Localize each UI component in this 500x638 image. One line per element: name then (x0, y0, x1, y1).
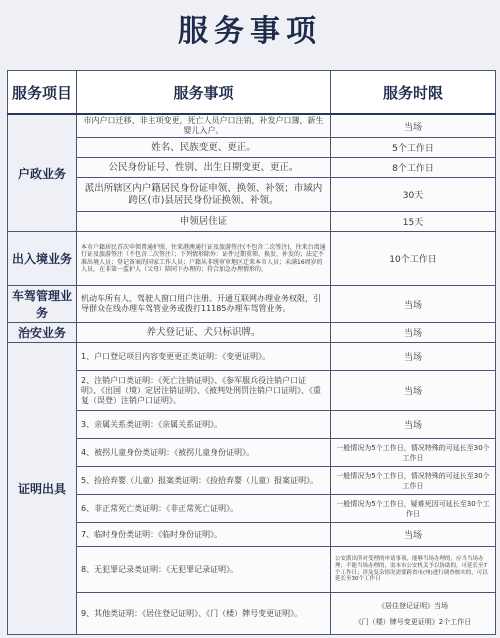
table-row (8, 467, 496, 495)
service-item: 7、临时身份类证明：《临时身份证明》。 (77, 523, 331, 547)
table-row (8, 323, 496, 343)
service-time: 一般情况为5个工作日，情况特殊的可延长至30个工作日 (331, 467, 496, 495)
service-time: 《居住登记证明》当场 (378, 601, 448, 610)
service-time: 当场 (331, 114, 496, 138)
table-row (8, 178, 496, 212)
service-item: 派出所辖区内户籍居民身份证申领、换领、补领；市域内跨区(市)县居民身份证换领、补领。 (77, 178, 331, 212)
service-item: 8、无犯罪记录类证明：《无犯罪记录证明》。 (77, 547, 331, 593)
service-item: 机动车所有人、驾驶人窗口用户注册。开通互联网办理业务权限，引导群众在线办理车驾管业务或拨打11185办理车驾管业务。 (77, 286, 331, 323)
service-table (7, 70, 496, 635)
service-time: 10个工作日 (331, 232, 496, 286)
service-item: 4、被拐儿童身份类证明：《被拐儿童身份证明》。 (77, 439, 331, 467)
service-time: 当场 (331, 411, 496, 439)
service-time: 当场 (331, 371, 496, 411)
service-time: 5个工作日 (331, 138, 496, 158)
header-service-project: 服务项目 (8, 71, 77, 115)
table-header-row (8, 71, 496, 115)
category-churujing: 出入境业务 (8, 232, 77, 286)
service-item: 养犬登记证、犬只标识牌。 (77, 323, 331, 343)
table-row (8, 495, 496, 523)
table-row (8, 523, 496, 547)
category-zhengming: 证明出具 (8, 343, 77, 635)
service-time: 《门（楼）牌号变更证明》2个工作日 (354, 617, 472, 626)
service-item: 6、非正常死亡类证明：《非正常死亡证明》。 (77, 495, 331, 523)
table-row (8, 343, 496, 371)
table-row (8, 212, 496, 232)
header-service-time: 服务时限 (331, 71, 496, 115)
service-time: 当场 (331, 523, 496, 547)
table-row (8, 547, 496, 593)
service-item: 本市户籍居民首次申领普通护照、往来港澳通行证及旅游签注(不包含二次签注)、往来台湾通行证及旅游签注（不包含二次签注）；下列情形除外：证件过期重领、换发、补发的；法定不准出境人员；登记备案的国家工作人员；户籍从非统审审地区迁来本市人员；未满16周岁的人员，在非第一监护人（父母）陪同下办理的；符合加急办理情形的。 (77, 232, 331, 286)
service-time: 15天 (331, 212, 496, 232)
table-row (8, 114, 496, 138)
service-item: 公民身份证号、性别、出生日期变更、更正。 (77, 158, 331, 178)
service-item: 3、亲属关系类证明：《亲属关系证明》。 (77, 411, 331, 439)
service-time: 当场 (331, 323, 496, 343)
service-time: 一般情况为5个工作日，情况特殊的可延长至30个工作日 (331, 439, 496, 467)
service-item: 市内户口迁移、非主项变更，死亡人员户口注销，补发户口簿，新生婴儿入户。 (77, 114, 331, 138)
header-service-item: 服务事项 (77, 71, 331, 115)
category-zhian: 治安业务 (8, 323, 77, 343)
service-time: 8个工作日 (331, 158, 496, 178)
table-row (8, 138, 496, 158)
table-row (8, 232, 496, 286)
page-title: 服务事项 (178, 14, 322, 49)
service-time-group (331, 593, 496, 635)
service-time: 公安派出所对受理的申请事项，能够当场办理的，应当当场办理；不能当场办理的，需本市公安机关予以协助的，可延长至7个工作日；涉及复杂情况需要跨省市(州)进行调查核实的，可以延长至30个工作日 (331, 547, 496, 593)
service-item: 5、捡拾弃婴（儿童）报案类证明：《捡拾弃婴（儿童）报案证明》。 (77, 467, 331, 495)
service-time: 当场 (331, 343, 496, 371)
service-time: 30天 (331, 178, 496, 212)
table-row (8, 411, 496, 439)
service-item: 申领居住证 (77, 212, 331, 232)
table-row (8, 371, 496, 411)
service-time: 一般情况为5个工作日，疑难死因可延长至30个工作日 (331, 495, 496, 523)
category-huzheng: 户政业务 (8, 114, 77, 232)
table-row (8, 158, 496, 178)
category-chejiaguan: 车驾管理业务 (8, 286, 77, 323)
service-item: 9、其他类证明：《居住登记证明》、《门（楼）牌号变更证明》。 (77, 593, 331, 635)
service-item: 1、户口登记项目内容变更更正类证明：《变更证明》。 (77, 343, 331, 371)
service-time: 当场 (331, 286, 496, 323)
service-item: 姓名、民族变更、更正。 (77, 138, 331, 158)
table-row (8, 286, 496, 323)
table-row (8, 439, 496, 467)
table-row (8, 593, 496, 635)
service-item: 2、注销户口类证明：《死亡注销证明》、《参军服兵役注销户口证明》、《出国（境）定居注销证明》、《被判处刑罚注销户口证明》、《重复（误登）注销户口证明》。 (77, 371, 331, 411)
